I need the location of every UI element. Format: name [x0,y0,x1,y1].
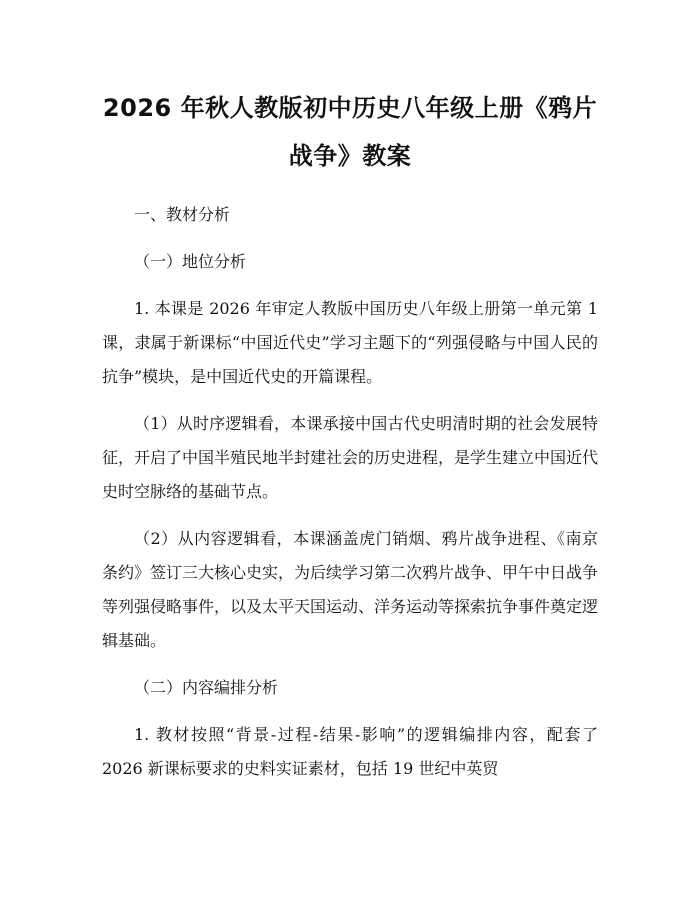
paragraph: 1. 本课是 2026 年审定人教版中国历史八年级上册第一单元第 1 课，隶属于新课标“中国近代史”学习主题下的“列强侵略与中国人民的抗争”模块，是中国近代史的开篇课程。 [102,299,598,386]
subsection-heading: （二）内容编排分析 [134,678,279,697]
paragraph: 1. 教材按照“背景-过程-结果-影响”的逻辑编排内容，配套了 2026 新课标要求的史料实证素材，包括 19 世纪中英贸 [102,725,598,778]
title-line-1: 2026 年秋人教版初中历史八年级上册《鸦片 [102,94,598,122]
document-title [102,0,598,180]
paragraph: （1）从时序逻辑看，本课承接中国古代史明清时期的社会发展特征，开启了中国半殖民地半封建社会的历史进程，是学生建立中国近代史时空脉络的基础节点。 [102,414,599,501]
document-body [102,198,598,786]
subsection-heading: （一）地位分析 [134,252,247,271]
paragraph: （2）从内容逻辑看，本课涵盖虎门销烟、鸦片战争进程、《南京条约》签订三大核心史实，为后续学习第二次鸦片战争、甲午中日战争等列强侵略事件，以及太平天国运动、洋务运动等探索抗争事件奠定逻辑基础。 [102,529,599,650]
section-heading: 一、教材分析 [134,205,231,224]
title-line-2: 战争》教案 [288,142,412,170]
